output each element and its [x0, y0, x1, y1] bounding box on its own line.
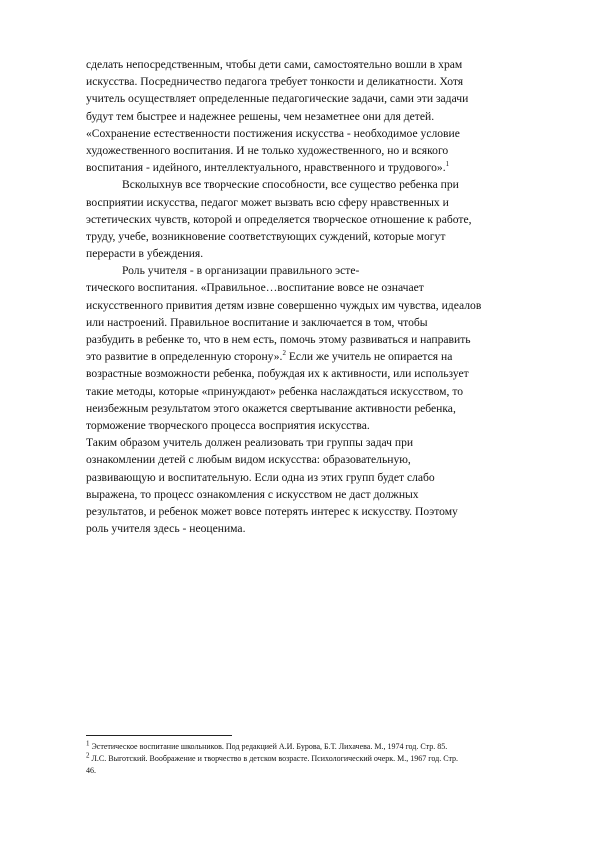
text-line: такие методы, которые «принуждают» ребенка наслаждаться искусством, то [86, 384, 464, 398]
text-line: «Сохранение естественности постижения искусства - необходимое условие [86, 126, 460, 140]
footnote-reference-2[interactable]: 2 [282, 349, 286, 358]
main-text [86, 56, 566, 537]
text-line-content: воспитания - идейного, интеллектуального, нравственного и трудового». [86, 161, 446, 175]
text-line: результатов, и ребенок может вовсе потерять интерес к искусству. Поэтому [86, 504, 458, 518]
footnote-2 [86, 753, 566, 777]
text-line: тического воспитания. «Правильное…воспитание вовсе не означает [86, 281, 424, 295]
text-line: ознакомлении детей с любым видом искусства: образовательную, [86, 453, 411, 467]
footnote-line [86, 741, 566, 753]
text-line-tail: Если же учитель не опирается на [285, 350, 453, 364]
text-line: неизбежным результатом этого окажется свертывание активности ребенка, [86, 401, 456, 415]
text-line: развивающую и воспитательную. Если одна из этих групп будет слабо [86, 470, 435, 484]
text-line: торможение творческого процесса восприятия искусства. [86, 418, 370, 432]
footnote-text: Эстетическое воспитание школьников. Под редакцией А.И. Бурова, Б.Т. Лихачева. М., 1974 год. Стр. 85. [89, 742, 448, 751]
text-line: искусственного привития детям извне совершенно чуждых им чувства, идеалов [86, 298, 482, 312]
text-line: будут тем быстрее и надежнее решены, чем незаметнее они для детей. [86, 109, 435, 123]
text-line [86, 159, 566, 176]
footnotes [86, 741, 566, 777]
footnote-mark: 2 [86, 751, 90, 760]
footnote-reference-1[interactable]: 1 [445, 160, 450, 169]
text-line: Всколыхнув все творческие способности, все существо ребенка при [122, 178, 459, 192]
text-line: роль учителя здесь - неоценима. [86, 522, 246, 536]
footnote-text: Л.С. Выготский. Воображение и творчество в детском возрасте. Психологический очерк. М., 1967 год. Стр. [89, 754, 459, 763]
text-line: эстетических чувств, которой и определяется творческое отношение к работе, [86, 212, 472, 226]
text-line: перерасти в убеждения. [86, 247, 204, 261]
paragraph-4 [86, 434, 566, 537]
text-line: или настроений. Правильное воспитание и заключается в том, чтобы [86, 315, 428, 329]
text-line: учитель осуществляет определенные педагогические задачи, сами эти задачи [86, 92, 469, 106]
footnote-1 [86, 741, 566, 753]
footnote-line [86, 753, 566, 765]
paragraph-3 [86, 262, 566, 434]
text-line: художественного воспитания. И не только художественного, но и всякого [86, 143, 449, 157]
text-line-content: это развитие в определенную сторону». [86, 350, 283, 364]
text-line: сделать непосредственным, чтобы дети сами, самостоятельно вошли в храм [86, 58, 463, 71]
text-line [86, 348, 566, 365]
footnote-mark: 1 [86, 739, 90, 748]
text-line: труду, учебе, возникновение соответствующих суждений, которые могут [86, 229, 446, 243]
text-line: разбудить в ребенке то, что в нем есть, помочь этому развиваться и направить [86, 333, 471, 346]
paragraph-2 [86, 176, 566, 262]
text-line: выражена, то процесс ознакомления с искусством не даст должных [86, 487, 419, 501]
text-line: Роль учителя - в организации правильного эсте- [122, 264, 360, 278]
paragraph-1 [86, 56, 566, 176]
footnote-line: 46. [86, 766, 96, 775]
text-line: Таким образом учитель должен реализовать три группы задач при [86, 436, 414, 450]
text-line: восприятии искусства, педагог может вызвать всю сферу нравственных и [86, 195, 449, 209]
text-line: возрастные возможности ребенка, побуждая их к активности, или использует [86, 367, 469, 381]
footnote-separator [86, 735, 232, 736]
text-line: искусства. Посредничество педагога требует тонкости и деликатности. Хотя [86, 75, 464, 89]
